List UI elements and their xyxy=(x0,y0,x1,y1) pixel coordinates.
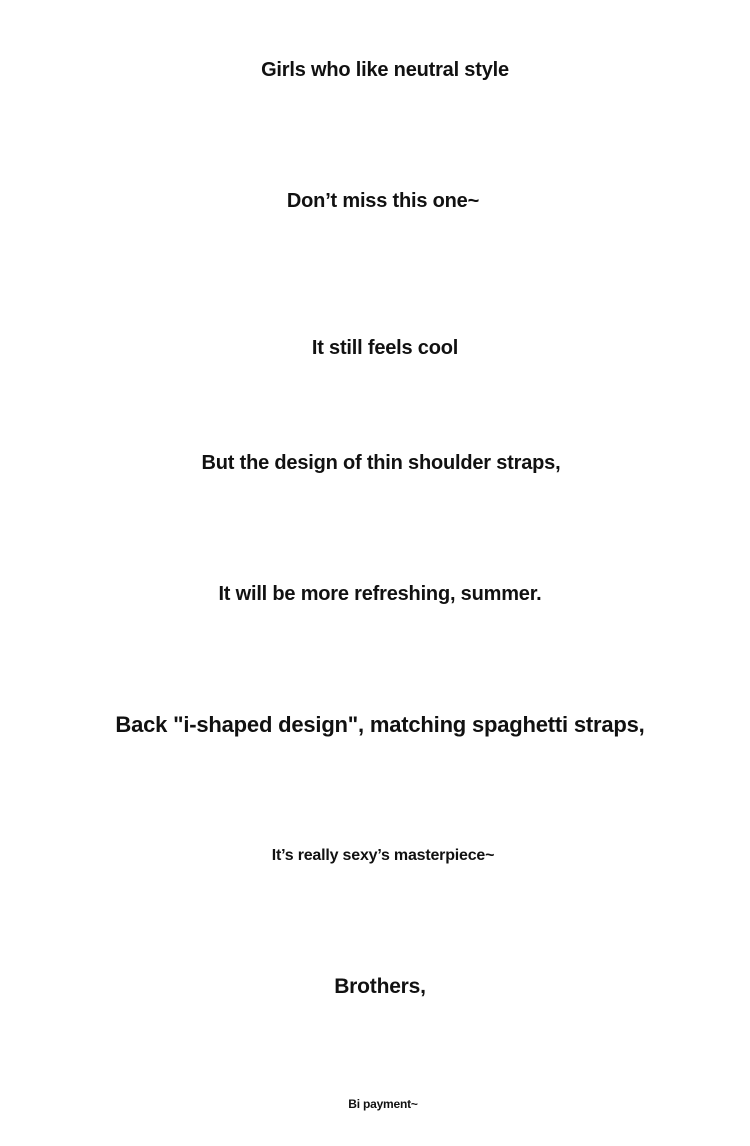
text-line-brothers: Brothers, xyxy=(334,975,426,998)
text-line-bi-payment: Bi payment~ xyxy=(348,1097,418,1111)
text-line-back-design: Back "i-shaped design", matching spaghetti straps, xyxy=(115,712,645,737)
text-line-sexy-masterpiece: It’s really sexy’s masterpiece~ xyxy=(271,847,495,864)
text-line-neutral-style: Girls who like neutral style xyxy=(261,59,509,81)
text-line-feels-cool: It still feels cool xyxy=(311,337,459,359)
text-line-thin-straps: But the design of thin shoulder straps, xyxy=(201,452,561,474)
text-line-refreshing-summer: It will be more refreshing, summer. xyxy=(218,583,542,605)
text-line-dont-miss: Don’t miss this one~ xyxy=(286,190,480,212)
